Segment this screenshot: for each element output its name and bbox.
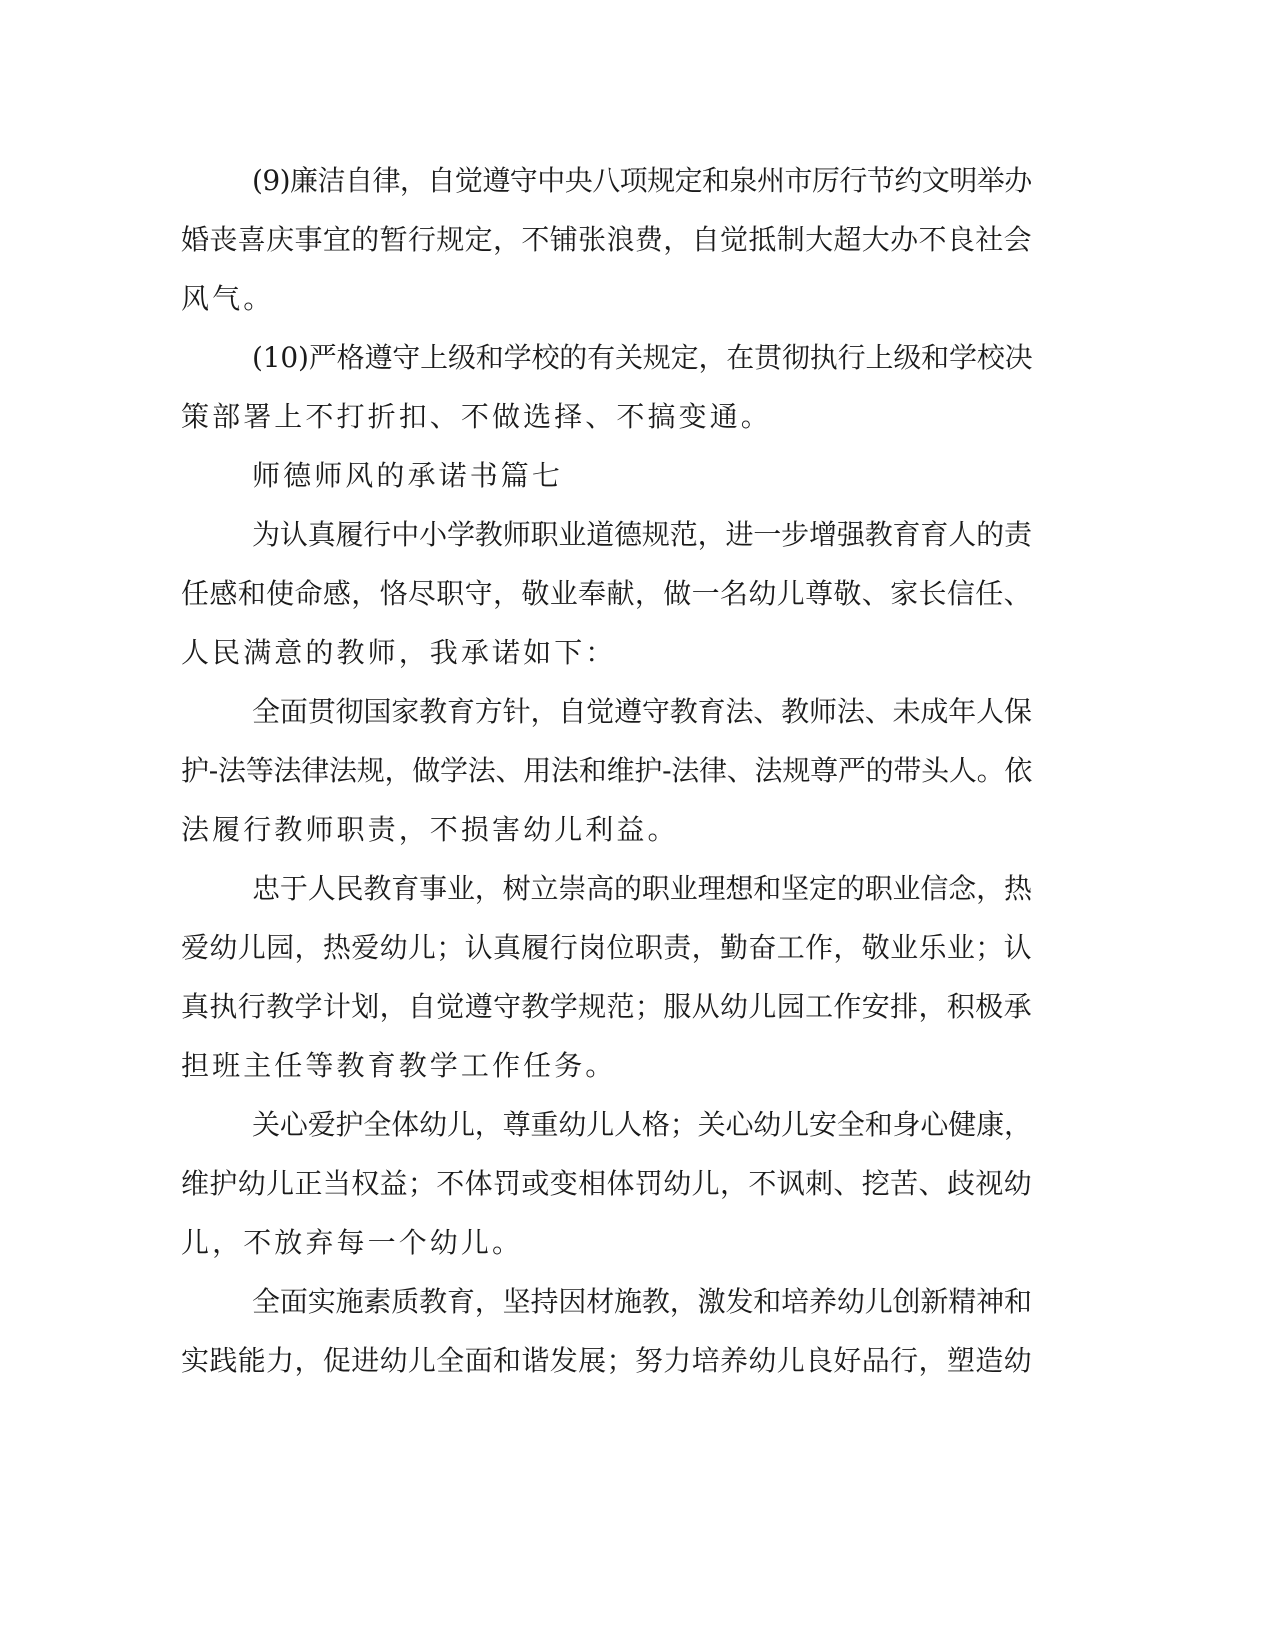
text-line: 风气。: [181, 282, 275, 315]
text-line: 任感和使命感，恪尽职守，敬业奉献，做一名幼儿尊敬、家长信任、: [181, 577, 1033, 610]
text-line: 全面贯彻国家教育方针，自觉遵守教育法、教师法、未成年人保: [252, 695, 1032, 728]
section-heading: 师德师风的承诺书篇七: [252, 459, 564, 492]
text-line: 全面实施素质教育，坚持因材施教，激发和培养幼儿创新精神和: [252, 1285, 1032, 1318]
text-line: (10)严格遵守上级和学校的有关规定，在贯彻执行上级和学校决: [252, 341, 1033, 374]
text-line: 维护幼儿正当权益；不体罚或变相体罚幼儿，不讽刺、挖苦、歧视幼: [181, 1167, 1033, 1200]
text-line: 真执行教学计划，自觉遵守教学规范；服从幼儿园工作安排，积极承: [181, 990, 1033, 1023]
text-line: 为认真履行中小学教师职业道德规范，进一步增强教育育人的责: [252, 518, 1032, 551]
text-line: 实践能力，促进幼儿全面和谐发展；努力培养幼儿良好品行，塑造幼: [181, 1344, 1033, 1377]
text-line: 儿，不放弃每一个幼儿。: [181, 1226, 524, 1259]
text-line: 爱幼儿园，热爱幼儿；认真履行岗位职责，勤奋工作，敬业乐业；认: [181, 931, 1033, 964]
text-line: 策部署上不打折扣、不做选择、不搞变通。: [181, 400, 772, 433]
text-line: 护-法等法律法规，做学法、用法和维护-法律、法规尊严的带头人。依: [181, 754, 1033, 787]
text-line: 关心爱护全体幼儿，尊重幼儿人格；关心幼儿安全和身心健康，: [252, 1108, 1032, 1141]
text-line: (9)廉洁自律，自觉遵守中央八项规定和泉州市厉行节约文明举办: [252, 164, 1032, 197]
text-line: 法履行教师职责，不损害幼儿利益。: [181, 813, 679, 846]
text-line: 人民满意的教师，我承诺如下：: [181, 636, 617, 669]
text-line: 婚丧喜庆事宜的暂行规定，不铺张浪费，自觉抵制大超大办不良社会: [181, 223, 1033, 256]
text-line: 担班主任等教育教学工作任务。: [181, 1049, 617, 1082]
text-line: 忠于人民教育事业，树立崇高的职业理想和坚定的职业信念，热: [252, 872, 1032, 905]
